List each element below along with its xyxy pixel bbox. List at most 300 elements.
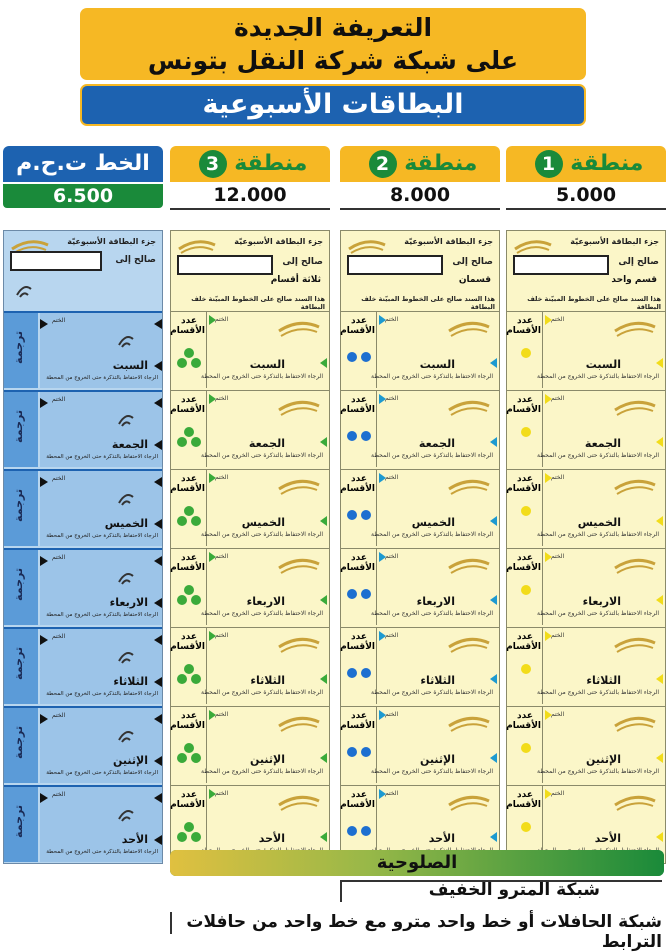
arrow-right-icon xyxy=(545,789,552,799)
arrow-right-icon xyxy=(379,473,386,483)
metro-stamp-icon xyxy=(14,281,34,301)
arrow-right-icon xyxy=(209,473,216,483)
coupon-date-label: الختم xyxy=(215,395,229,402)
transtu-logo-icon xyxy=(447,632,491,656)
metro-date-label: الختم xyxy=(52,317,66,324)
coupon-day: الخميس xyxy=(411,516,455,529)
coupon-day: الإثنين xyxy=(250,753,285,766)
day-coupon xyxy=(507,548,665,625)
coupon-count-label: عدد الأقسام xyxy=(170,316,205,336)
metro-stamp-icon xyxy=(116,726,136,746)
zone-stub xyxy=(171,231,329,311)
arrow-right-icon xyxy=(40,793,48,803)
zone-dot-icon xyxy=(184,585,194,595)
arrow-right-icon xyxy=(209,552,216,562)
metro-stamp-icon xyxy=(116,410,136,430)
arrow-right-icon xyxy=(40,556,48,566)
zone-dot-icon xyxy=(184,664,194,674)
transtu-logo-icon xyxy=(513,235,553,257)
coupon-count-label: عدد الأقسام xyxy=(340,316,375,336)
arrow-right-icon xyxy=(40,635,48,645)
zone-dot-icon xyxy=(361,826,371,836)
zone-dot-icon xyxy=(361,589,371,599)
stub-date-box[interactable] xyxy=(513,255,609,275)
arrow-right-icon xyxy=(545,473,552,483)
day-coupon xyxy=(341,548,499,625)
arrow-left-icon xyxy=(154,398,162,408)
arrow-right-icon xyxy=(545,394,552,404)
coupon-date-label: الختم xyxy=(215,553,229,560)
zone-dot-icon xyxy=(191,516,201,526)
arrow-left-icon xyxy=(320,595,327,605)
arrow-left-icon xyxy=(154,756,162,766)
transtu-logo-icon xyxy=(613,395,657,419)
zone-stub xyxy=(507,231,665,311)
coupon-note: الرجاء الاحتفاظ بالتذكرة حتى الخروج من المحطة xyxy=(371,689,493,696)
coupon-count-label: عدد الأقسام xyxy=(170,632,205,652)
zone-dot-icon xyxy=(177,358,187,368)
arrow-right-icon xyxy=(379,789,386,799)
validity-title: الصلوحية xyxy=(376,852,458,873)
zone-dot-icon xyxy=(177,674,187,684)
metro-coupon-side-label: ترجمة xyxy=(12,489,25,522)
arrow-right-icon xyxy=(209,315,216,325)
metro-coupon-day: الإثنين xyxy=(113,754,148,767)
stub-note: هذا السند صالح على الخطوط المبيّنة خلف البطاقة xyxy=(527,295,661,311)
metro-date-label: الختم xyxy=(52,475,66,482)
transtu-logo-icon xyxy=(277,395,321,419)
stub-note: هذا السند صالح على الخطوط المبيّنة خلف البطاقة xyxy=(191,295,325,311)
zone-dot-icon xyxy=(177,595,187,605)
coupon-date-label: الختم xyxy=(215,711,229,718)
transtu-logo-icon xyxy=(613,711,657,735)
coupon-count-label: عدد الأقسام xyxy=(170,790,205,810)
zone-dot-icon xyxy=(184,427,194,437)
coupon-day: الثلاثاء xyxy=(420,674,455,687)
zone-dot-icon xyxy=(191,753,201,763)
coupon-day: الجمعة xyxy=(248,437,285,450)
coupon-day: السبت xyxy=(249,358,285,371)
transtu-logo-icon xyxy=(447,553,491,577)
coupon-date-label: الختم xyxy=(215,790,229,797)
arrow-right-icon xyxy=(209,394,216,404)
coupon-count-label: عدد الأقسام xyxy=(340,790,375,810)
zone-dot-icon xyxy=(347,352,357,362)
metro-column xyxy=(3,146,163,864)
stub-title: جزء البطاقة الأسبوعيّة xyxy=(234,237,323,246)
day-coupon xyxy=(507,627,665,704)
zone-dot-icon xyxy=(191,358,201,368)
arrow-right-icon xyxy=(545,315,552,325)
arrow-right-icon xyxy=(40,319,48,329)
coupon-day: الثلاثاء xyxy=(586,674,621,687)
zone-dot-icon xyxy=(191,674,201,684)
coupon-day: الجمعة xyxy=(584,437,621,450)
metro-date-label: الختم xyxy=(52,712,66,719)
zone-dot-icon xyxy=(521,743,531,753)
arrow-left-icon xyxy=(490,358,497,368)
coupon-count-label: عدد الأقسام xyxy=(506,790,541,810)
subtitle-banner xyxy=(80,84,586,126)
coupon-count-label: عدد الأقسام xyxy=(170,474,205,494)
arrow-left-icon xyxy=(320,358,327,368)
arrow-left-icon xyxy=(154,793,162,803)
metro-day-coupon xyxy=(4,548,162,625)
coupon-note: الرجاء الاحتفاظ بالتذكرة حتى الخروج من المحطة xyxy=(371,452,493,459)
coupon-day: الخميس xyxy=(241,516,285,529)
zone-dot-icon xyxy=(184,506,194,516)
coupon-count-label: عدد الأقسام xyxy=(506,553,541,573)
metro-coupon-day: الجمعة xyxy=(111,438,148,451)
transtu-logo-icon xyxy=(613,316,657,340)
zone-number-badge: 2 xyxy=(369,150,397,178)
coupon-day: الثلاثاء xyxy=(250,674,285,687)
zone-dot-icon xyxy=(191,832,201,842)
coupon-note: الرجاء الاحتفاظ بالتذكرة حتى الخروج من المحطة xyxy=(201,768,323,775)
metro-stub-title: جزء البطاقة الأسبوعيّة xyxy=(67,237,156,246)
arrow-left-icon xyxy=(320,832,327,842)
coupon-date-label: الختم xyxy=(551,632,565,639)
day-coupon xyxy=(171,627,329,704)
zone-dot-icon xyxy=(521,664,531,674)
arrow-left-icon xyxy=(656,753,663,763)
day-coupon xyxy=(507,311,665,388)
coupon-day: الأحد xyxy=(428,832,455,845)
arrow-left-icon xyxy=(656,437,663,447)
zone-dot-icon xyxy=(191,595,201,605)
coupon-count-label: عدد الأقسام xyxy=(340,553,375,573)
zone-label: منطقة xyxy=(234,151,308,176)
day-coupon xyxy=(341,469,499,546)
zone-dot-icon xyxy=(177,437,187,447)
arrow-left-icon xyxy=(320,516,327,526)
zone-dot-icon xyxy=(347,589,357,599)
coupon-day: الأحد xyxy=(258,832,285,845)
zone-price: 5.000 xyxy=(506,182,666,210)
zone-dot-icon xyxy=(177,516,187,526)
zone-dot-icon xyxy=(347,826,357,836)
metro-header: الخط ت.ح.م xyxy=(3,146,163,182)
zone-dot-icon xyxy=(347,431,357,441)
coupon-date-label: الختم xyxy=(551,474,565,481)
stub-title: جزء البطاقة الأسبوعيّة xyxy=(404,237,493,246)
title-banner xyxy=(80,8,586,80)
metro-coupon-note: الرجاء الاحتفاظ بالتذكرة حتى الخروج من المحطة xyxy=(46,849,158,855)
metro-coupon-day: الاربعاء xyxy=(109,596,148,609)
arrow-right-icon xyxy=(545,710,552,720)
arrow-left-icon xyxy=(154,556,162,566)
metro-day-coupon xyxy=(4,627,162,704)
arrow-left-icon xyxy=(154,477,162,487)
zone-dot-icon xyxy=(521,822,531,832)
transtu-logo-icon xyxy=(277,316,321,340)
metro-stamp-icon xyxy=(116,489,136,509)
metro-day-coupon xyxy=(4,390,162,467)
zone-dot-icon xyxy=(521,348,531,358)
arrow-right-icon xyxy=(209,789,216,799)
zone-label: منطقة xyxy=(404,151,478,176)
metro-coupon-side xyxy=(4,708,38,783)
arrow-left-icon xyxy=(656,832,663,842)
metro-stamp-icon xyxy=(116,647,136,667)
zone-card xyxy=(506,230,666,864)
coupon-count-label: عدد الأقسام xyxy=(340,395,375,415)
stub-valid-label: صالح إلى xyxy=(282,257,323,267)
stub-count-label: قسم واحد xyxy=(611,275,657,285)
zone-dot-icon xyxy=(184,743,194,753)
zone-card xyxy=(170,230,330,864)
arrow-left-icon xyxy=(656,595,663,605)
arrow-left-icon xyxy=(154,319,162,329)
coupon-note: الرجاء الاحتفاظ بالتذكرة حتى الخروج من المحطة xyxy=(201,531,323,538)
metro-coupon-side-label: ترجمة xyxy=(12,805,25,838)
zone-dot-icon xyxy=(521,506,531,516)
metro-coupon-note: الرجاء الاحتفاظ بالتذكرة حتى الخروج من المحطة xyxy=(46,770,158,776)
transtu-logo-icon xyxy=(613,553,657,577)
transtu-logo-icon xyxy=(613,790,657,814)
day-coupon xyxy=(507,390,665,467)
coupon-date-label: الختم xyxy=(215,316,229,323)
coupon-day: الأحد xyxy=(594,832,621,845)
coupon-day: الإثنين xyxy=(420,753,455,766)
metro-stub-valid: صالح إلى xyxy=(115,255,156,265)
arrow-right-icon xyxy=(545,631,552,641)
arrow-left-icon xyxy=(154,361,162,371)
zone-header xyxy=(506,146,666,182)
metro-coupon-side-label: ترجمة xyxy=(12,568,25,601)
zone-label: منطقة xyxy=(570,151,644,176)
coupon-day: الجمعة xyxy=(418,437,455,450)
arrow-left-icon xyxy=(656,674,663,684)
metro-coupon-side xyxy=(4,629,38,704)
day-coupon xyxy=(507,706,665,783)
metro-day-coupon xyxy=(4,311,162,388)
coupon-count-label: عدد الأقسام xyxy=(170,711,205,731)
day-coupon xyxy=(171,469,329,546)
coupon-count-label: عدد الأقسام xyxy=(506,711,541,731)
coupon-count-label: عدد الأقسام xyxy=(506,316,541,336)
coupon-day: السبت xyxy=(585,358,621,371)
metro-coupon-side-label: ترجمة xyxy=(12,410,25,443)
coupon-count-label: عدد الأقسام xyxy=(170,395,205,415)
coupon-day: الاربعاء xyxy=(582,595,621,608)
arrow-left-icon xyxy=(490,674,497,684)
coupon-count-label: عدد الأقسام xyxy=(506,474,541,494)
arrow-right-icon xyxy=(40,477,48,487)
stub-date-box[interactable] xyxy=(347,255,443,275)
metro-coupon-day: الأحد xyxy=(121,833,148,846)
metro-coupon-side xyxy=(4,787,38,862)
metro-coupon-note: الرجاء الاحتفاظ بالتذكرة حتى الخروج من المحطة xyxy=(46,533,158,539)
arrow-right-icon xyxy=(40,714,48,724)
zone-price: 8.000 xyxy=(340,182,500,210)
metro-coupon-side xyxy=(4,392,38,467)
metro-coupon-side-label: ترجمة xyxy=(12,726,25,759)
day-coupon xyxy=(341,706,499,783)
coupon-note: الرجاء الاحتفاظ بالتذكرة حتى الخروج من المحطة xyxy=(537,373,659,380)
metro-stub xyxy=(4,231,162,311)
arrow-right-icon xyxy=(40,398,48,408)
metro-date-label: الختم xyxy=(52,554,66,561)
arrow-right-icon xyxy=(379,394,386,404)
zone-dot-icon xyxy=(361,510,371,520)
arrow-right-icon xyxy=(379,315,386,325)
zone-number-badge: 3 xyxy=(199,150,227,178)
arrow-left-icon xyxy=(154,598,162,608)
transtu-logo-icon xyxy=(613,632,657,656)
arrow-left-icon xyxy=(320,437,327,447)
validity-bar xyxy=(170,850,664,876)
coupon-count-label: عدد الأقسام xyxy=(340,711,375,731)
metro-coupon-note: الرجاء الاحتفاظ بالتذكرة حتى الخروج من المحطة xyxy=(46,454,158,460)
metro-stamp-icon xyxy=(116,805,136,825)
arrow-left-icon xyxy=(154,835,162,845)
zone-dot-icon xyxy=(521,427,531,437)
stub-valid-label: صالح إلى xyxy=(618,257,659,267)
metro-date-label: الختم xyxy=(52,791,66,798)
metro-coupon-side xyxy=(4,550,38,625)
stub-title: جزء البطاقة الأسبوعيّة xyxy=(570,237,659,246)
title-line-2: على شبكة شركة النقل بتونس xyxy=(147,46,519,75)
arrow-right-icon xyxy=(545,552,552,562)
transtu-logo-icon xyxy=(277,790,321,814)
transtu-logo-icon xyxy=(277,553,321,577)
day-coupon xyxy=(171,390,329,467)
zone-dot-icon xyxy=(361,431,371,441)
transtu-logo-icon xyxy=(613,474,657,498)
transtu-logo-icon xyxy=(447,790,491,814)
coupon-date-label: الختم xyxy=(385,790,399,797)
zone-header xyxy=(340,146,500,182)
arrow-right-icon xyxy=(209,710,216,720)
zone-dot-icon xyxy=(361,668,371,678)
transtu-logo-icon xyxy=(177,235,217,257)
coupon-date-label: الختم xyxy=(215,632,229,639)
coupon-day: الاربعاء xyxy=(246,595,285,608)
coupon-day: الخميس xyxy=(577,516,621,529)
zone-dot-icon xyxy=(191,437,201,447)
day-coupon xyxy=(171,311,329,388)
metro-stamp-icon xyxy=(116,568,136,588)
zone-dot-icon xyxy=(347,510,357,520)
coupon-note: الرجاء الاحتفاظ بالتذكرة حتى الخروج من المحطة xyxy=(201,452,323,459)
title-line-1: التعريفة الجديدة xyxy=(233,13,433,42)
metro-day-coupon xyxy=(4,706,162,783)
coupon-note: الرجاء الاحتفاظ بالتذكرة حتى الخروج من المحطة xyxy=(201,373,323,380)
arrow-left-icon xyxy=(320,674,327,684)
arrow-left-icon xyxy=(154,440,162,450)
validity-line-2: شبكة الحافلات أو خط واحد مترو مع خط واحد من حافلات الترابط xyxy=(186,912,662,952)
arrow-left-icon xyxy=(490,516,497,526)
coupon-date-label: الختم xyxy=(385,711,399,718)
arrow-left-icon xyxy=(154,519,162,529)
coupon-date-label: الختم xyxy=(385,553,399,560)
stub-note: هذا السند صالح على الخطوط المبيّنة خلف البطاقة xyxy=(361,295,495,311)
subtitle: البطاقات الأسبوعية xyxy=(202,89,464,120)
coupon-count-label: عدد الأقسام xyxy=(506,395,541,415)
transtu-logo-icon xyxy=(447,711,491,735)
coupon-note: الرجاء الاحتفاظ بالتذكرة حتى الخروج من المحطة xyxy=(537,610,659,617)
metro-coupon-note: الرجاء الاحتفاظ بالتذكرة حتى الخروج من المحطة xyxy=(46,612,158,618)
day-coupon xyxy=(341,627,499,704)
stub-date-box[interactable] xyxy=(177,255,273,275)
zone-column-1 xyxy=(506,146,666,864)
metro-coupon-side xyxy=(4,471,38,546)
transtu-logo-icon xyxy=(277,474,321,498)
arrow-right-icon xyxy=(379,710,386,720)
coupon-date-label: الختم xyxy=(551,395,565,402)
transtu-logo-icon xyxy=(277,632,321,656)
coupon-note: الرجاء الاحتفاظ بالتذكرة حتى الخروج من المحطة xyxy=(537,531,659,538)
coupon-note: الرجاء الاحتفاظ بالتذكرة حتى الخروج من المحطة xyxy=(371,768,493,775)
coupon-day: الاربعاء xyxy=(416,595,455,608)
zone-dot-icon xyxy=(361,352,371,362)
zone-header xyxy=(170,146,330,182)
coupon-day: السبت xyxy=(419,358,455,371)
arrow-right-icon xyxy=(209,631,216,641)
validity-line-1: شبكة المترو الخفيف xyxy=(428,880,600,900)
coupon-count-label: عدد الأقسام xyxy=(340,632,375,652)
arrow-left-icon xyxy=(656,358,663,368)
zone-dot-icon xyxy=(184,348,194,358)
metro-coupon-side xyxy=(4,313,38,388)
arrow-left-icon xyxy=(490,595,497,605)
coupon-date-label: الختم xyxy=(385,632,399,639)
zone-price: 12.000 xyxy=(170,182,330,210)
zone-dot-icon xyxy=(177,753,187,763)
coupon-note: الرجاء الاحتفاظ بالتذكرة حتى الخروج من المحطة xyxy=(537,768,659,775)
metro-coupon-day: الخميس xyxy=(104,517,148,530)
coupon-date-label: الختم xyxy=(385,474,399,481)
metro-coupon-note: الرجاء الاحتفاظ بالتذكرة حتى الخروج من المحطة xyxy=(46,691,158,697)
coupon-note: الرجاء الاحتفاظ بالتذكرة حتى الخروج من المحطة xyxy=(371,373,493,380)
coupon-count-label: عدد الأقسام xyxy=(170,553,205,573)
coupon-date-label: الختم xyxy=(385,395,399,402)
coupon-note: الرجاء الاحتفاظ بالتذكرة حتى الخروج من المحطة xyxy=(371,610,493,617)
day-coupon xyxy=(341,390,499,467)
coupon-note: الرجاء الاحتفاظ بالتذكرة حتى الخروج من المحطة xyxy=(371,531,493,538)
coupon-note: الرجاء الاحتفاظ بالتذكرة حتى الخروج من المحطة xyxy=(201,689,323,696)
metro-day-coupon xyxy=(4,785,162,862)
transtu-logo-icon xyxy=(347,235,387,257)
stub-valid-label: صالح إلى xyxy=(452,257,493,267)
day-coupon xyxy=(341,311,499,388)
metro-date-label: الختم xyxy=(52,396,66,403)
zone-dot-icon xyxy=(521,585,531,595)
arrow-left-icon xyxy=(320,753,327,763)
coupon-date-label: الختم xyxy=(551,790,565,797)
metro-coupon-side-label: ترجمة xyxy=(12,647,25,680)
transtu-logo-icon xyxy=(447,395,491,419)
zone-stub xyxy=(341,231,499,311)
transtu-logo-icon xyxy=(447,474,491,498)
arrow-left-icon xyxy=(490,832,497,842)
arrow-left-icon xyxy=(154,677,162,687)
coupon-note: الرجاء الاحتفاظ بالتذكرة حتى الخروج من المحطة xyxy=(201,610,323,617)
metro-stamp-icon xyxy=(116,331,136,351)
metro-card xyxy=(3,230,163,864)
zone-dot-icon xyxy=(361,747,371,757)
metro-coupon-side-label: ترجمة xyxy=(12,331,25,364)
day-coupon xyxy=(507,469,665,546)
metro-stub-date-box[interactable] xyxy=(10,251,102,271)
day-coupon xyxy=(171,706,329,783)
zone-column-2 xyxy=(340,146,500,864)
arrow-left-icon xyxy=(656,516,663,526)
arrow-left-icon xyxy=(490,753,497,763)
zone-card xyxy=(340,230,500,864)
coupon-note: الرجاء الاحتفاظ بالتذكرة حتى الخروج من المحطة xyxy=(537,689,659,696)
